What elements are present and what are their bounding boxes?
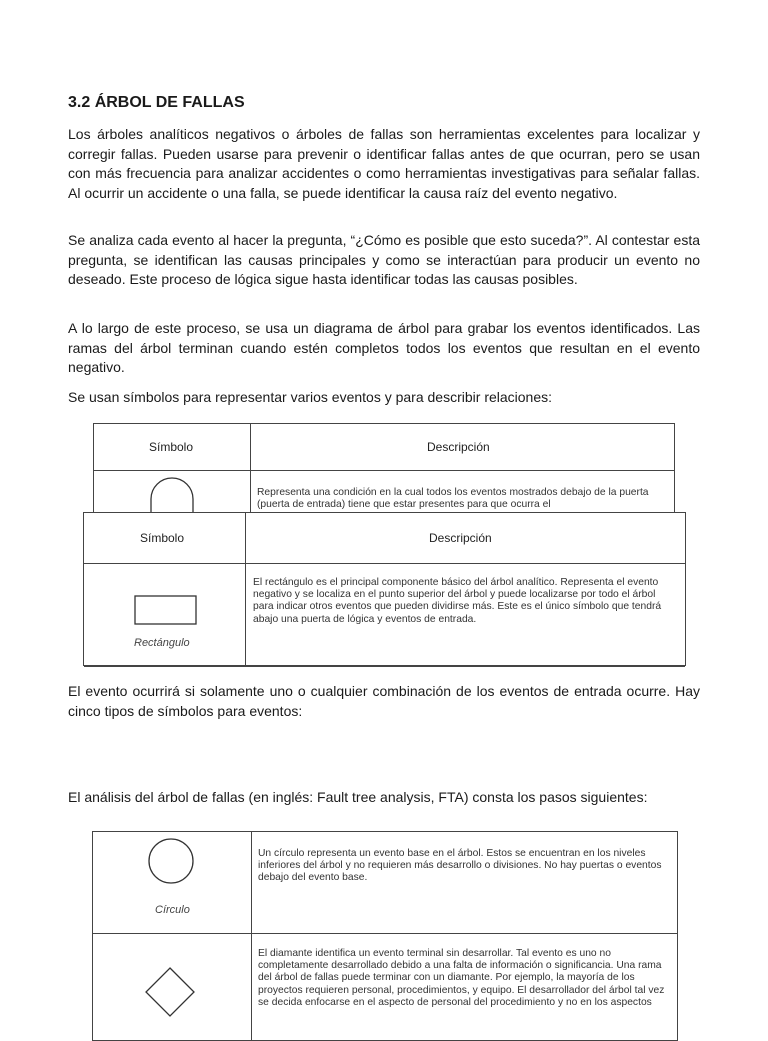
rectangle-icon bbox=[134, 595, 198, 625]
rectangle-description: El rectángulo es el principal componente básico del árbol analítico. Representa el evento negativo y se localiza en el punto superior del árbol y puede localizarse por todo el árbol para indicar otros eventos que pueden dividirse más. Este es el único símbolo que tendrá abajo una puerta de lógica y eventos de entrada. bbox=[253, 577, 662, 625]
header-description: Descripción bbox=[427, 440, 490, 454]
circle-caption: Círculo bbox=[155, 904, 190, 916]
column-divider bbox=[245, 513, 246, 665]
table-bottom-edge bbox=[84, 666, 685, 667]
symbol-table-and-gate bbox=[93, 423, 675, 515]
diamond-icon bbox=[144, 966, 196, 1018]
paragraph-diagram: A lo largo de este proceso, se usa un diagrama de árbol para grabar los eventos identificados. Las ramas del árbol terminan cuando estén completos todos los eventos que resultan en el evento negativo. bbox=[68, 320, 700, 375]
header-symbol: Símbolo bbox=[149, 440, 194, 454]
circle-icon bbox=[147, 837, 195, 885]
paragraph-fta-steps: El análisis del árbol de fallas (en inglés: Fault tree analysis, FTA) consta los pasos siguientes: bbox=[68, 789, 648, 805]
circle-description: Un círculo representa un evento base en el árbol. Estos se encuentran en los niveles inferiores del árbol y no requieren más desarrollo o divisiones. No hay puertas o eventos debajo del evento base. bbox=[258, 848, 662, 884]
row-divider bbox=[93, 933, 677, 934]
paragraph-question: Se analiza cada evento al hacer la pregunta, “¿Cómo es posible que esto suceda?”. Al contestar esta pregunta, se identifican las causas principales y como se interactúan para producir un evento no deseado. Este proceso de lógica sigue hasta identificar todas las causas posibles. bbox=[68, 232, 700, 287]
and-gate-icon bbox=[149, 477, 195, 517]
column-divider bbox=[251, 832, 252, 1040]
header-description: Descripción bbox=[429, 531, 492, 545]
paragraph-symbols: Se usan símbolos para representar varios eventos y para describir relaciones: bbox=[68, 389, 553, 405]
symbol-table-rectangle bbox=[83, 512, 686, 666]
diamond-description: El diamante identifica un evento terminal sin desarrollar. Tal evento es uno no completamente desarrollado debido a una falta de información o significancia. Una rama del árbol de fallas puede terminar con un diamante. Por ejemplo, la mayoría de los proyectos requieren personal, procedimientos, y equipo. El desarrollador del árbol tal vez se decida enfocarse en el aspecto de personal del procedimiento y no en los aspectos bbox=[258, 948, 665, 1008]
column-divider bbox=[250, 424, 251, 514]
rectangle-caption: Rectángulo bbox=[134, 637, 190, 649]
header-symbol: Símbolo bbox=[140, 531, 185, 545]
and-gate-description: Representa una condición en la cual todos los eventos mostrados debajo de la puerta (puerta de entrada) tiene que estar presentes para que ocurra el bbox=[257, 487, 649, 511]
paragraph-event-types: El evento ocurrirá si solamente uno o cualquier combinación de los eventos de entrada ocurre. Hay cinco tipos de símbolos para eventos: bbox=[68, 683, 700, 719]
symbol-table-events bbox=[92, 831, 678, 1041]
paragraph-intro: Los árboles analíticos negativos o árboles de fallas son herramientas excelentes para localizar y corregir fallas. Pueden usarse para prevenir o identificar fallas antes de que ocurran, pero se usan con más frecuencia para analizar accidentes o como herramientas investigativas para señalar fallas. Al ocurrir un accidente o una falla, se puede identificar la causa raíz del evento negativo. bbox=[68, 126, 700, 201]
section-heading: 3.2 ÁRBOL DE FALLAS bbox=[68, 94, 245, 111]
